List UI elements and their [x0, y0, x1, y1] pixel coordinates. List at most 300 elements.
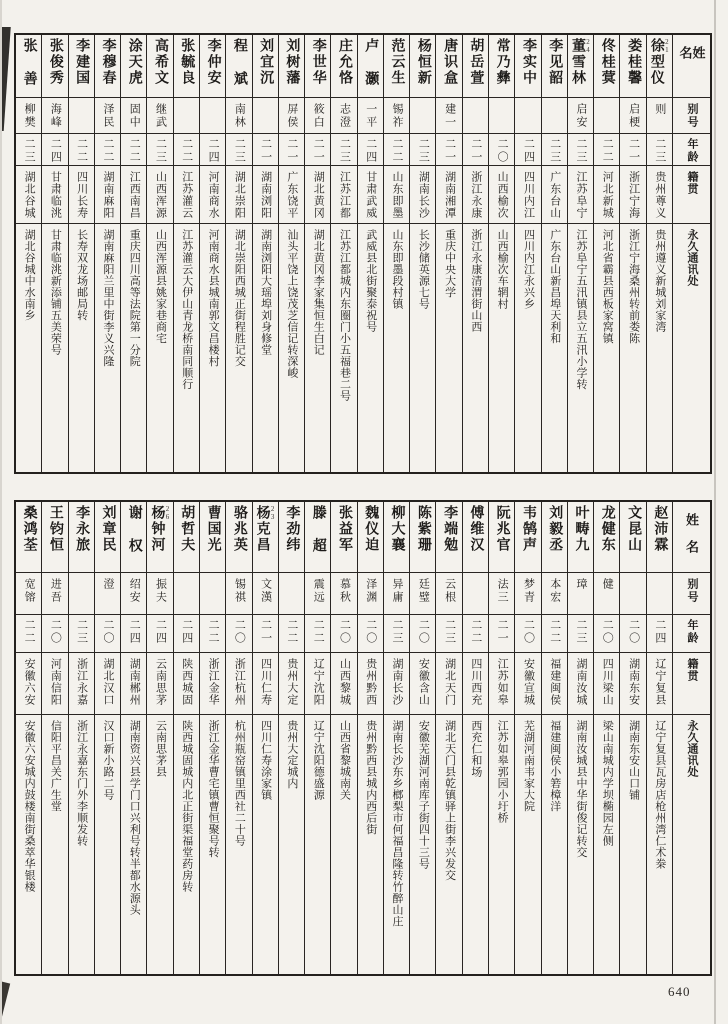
person-column — [16, 35, 41, 472]
person-address — [515, 714, 540, 974]
person-name — [226, 502, 251, 572]
person-name-text: 常乃彝 — [494, 38, 510, 86]
person-native-place — [174, 652, 199, 714]
person-age — [42, 133, 67, 165]
person-alias — [620, 97, 645, 133]
person-name-text: 范云生 — [389, 38, 405, 86]
person-name-text: 张毓良 — [179, 38, 195, 86]
person-address-text: 汕头平饶上饶茂芝信记转深峻 — [285, 229, 298, 379]
person-address-text: 四川内江永兴乡 — [522, 229, 535, 310]
person-address — [489, 714, 514, 974]
name-superscript: 26 — [163, 505, 172, 521]
person-column — [278, 502, 304, 974]
person-name-text: 刘宜沉 — [258, 38, 274, 86]
person-age-text: 二二 — [207, 619, 220, 645]
person-native-text: 江苏如皋 — [496, 658, 509, 706]
person-name-text: 曹国光 — [205, 505, 221, 553]
person-native-place — [647, 165, 672, 223]
person-address — [121, 714, 146, 974]
person-age-text: 二三 — [548, 138, 561, 164]
person-age — [436, 133, 461, 165]
person-age — [69, 133, 94, 165]
person-name — [305, 35, 330, 97]
person-alias — [410, 97, 435, 133]
person-alias-text: 建一 — [443, 103, 456, 129]
person-name-text: 杨克昌 — [254, 505, 270, 553]
person-alias — [69, 97, 94, 133]
person-age — [147, 133, 172, 165]
person-native-text: 河南商水 — [207, 171, 220, 219]
person-name-text: 刘树藩 — [284, 38, 300, 86]
person-native-place — [358, 165, 383, 223]
person-address-text: 湖北谷城中水南乡 — [23, 229, 36, 321]
person-name — [489, 35, 514, 97]
header-native: 籍贯 — [673, 165, 710, 223]
person-alias-text: 锡祚 — [391, 103, 404, 129]
person-name — [16, 35, 41, 97]
person-native-place — [121, 165, 146, 223]
person-age — [358, 133, 383, 165]
person-age-text: 二二 — [75, 138, 88, 164]
person-native-place — [200, 652, 225, 714]
person-address — [594, 223, 619, 472]
person-address-text: 山西榆次车辋村 — [496, 229, 509, 310]
person-native-text: 贵州尊义 — [653, 171, 666, 219]
person-age — [542, 614, 567, 652]
directory-table-bottom — [14, 500, 712, 976]
person-alias — [436, 97, 461, 133]
person-address — [305, 223, 330, 472]
person-age-text: 二〇 — [49, 619, 62, 645]
person-alias — [95, 572, 120, 614]
person-name-text: 涂天虎 — [126, 38, 142, 86]
person-native-text: 湖北汉口 — [101, 658, 114, 706]
person-address — [226, 223, 251, 472]
person-native-text: 浙江永康 — [469, 171, 482, 219]
person-age-text: 二一 — [259, 138, 272, 164]
person-address — [42, 714, 67, 974]
person-name — [253, 35, 278, 97]
person-native-text: 山西榆次 — [496, 171, 509, 219]
person-alias — [358, 97, 383, 133]
person-native-place — [279, 652, 304, 714]
person-native-place — [147, 652, 172, 714]
person-address-text: 西充仁和场 — [469, 720, 482, 778]
person-column — [225, 502, 251, 974]
person-address — [305, 714, 330, 974]
person-alias — [42, 572, 67, 614]
person-address — [174, 714, 199, 974]
person-native-place — [42, 165, 67, 223]
person-name — [200, 502, 225, 572]
person-age-text: 二三 — [417, 138, 430, 164]
person-address — [436, 714, 461, 974]
person-alias — [121, 97, 146, 133]
person-age-text: 二三 — [233, 138, 246, 164]
person-address-text: 江苏江都城内东圈门小五福巷二号 — [338, 229, 351, 402]
person-native-text: 贵州大定 — [285, 658, 298, 706]
person-name — [594, 502, 619, 572]
person-alias — [384, 572, 409, 614]
person-native-text: 广东台山 — [548, 171, 561, 219]
person-name-text: 阮兆官 — [494, 505, 510, 553]
person-name-text: 谢 权 — [126, 505, 142, 554]
person-alias-text: 法三 — [496, 578, 509, 604]
person-address — [253, 223, 278, 472]
person-address-text: 云南思茅县 — [154, 720, 167, 778]
person-alias — [515, 572, 540, 614]
header-native: 籍贯 — [673, 652, 710, 714]
person-age — [410, 614, 435, 652]
person-native-text: 四川内江 — [522, 171, 535, 219]
person-age — [331, 133, 356, 165]
person-name-text: 李见韶 — [547, 38, 563, 86]
person-native-text: 甘肃临洮 — [49, 171, 62, 219]
person-alias-text: 本宏 — [548, 578, 561, 604]
person-address-text: 山西浑源县姚家巷商宅 — [154, 229, 167, 344]
person-address-text: 陕西城固城内北正街渠福堂药房转 — [180, 720, 193, 893]
person-native-place — [463, 165, 488, 223]
person-age-text: 二二 — [548, 619, 561, 645]
person-alias — [69, 572, 94, 614]
person-native-place — [279, 165, 304, 223]
person-name-text: 程 斌 — [231, 38, 247, 87]
person-alias — [42, 97, 67, 133]
person-native-place — [174, 165, 199, 223]
person-native-place — [121, 652, 146, 714]
person-name — [436, 35, 461, 97]
header-name: 姓名 — [673, 502, 710, 572]
person-native-place — [410, 652, 435, 714]
person-alias-text: 柳樊 — [23, 103, 36, 129]
person-alias — [200, 97, 225, 133]
person-native-place — [253, 652, 278, 714]
person-native-place — [594, 165, 619, 223]
person-alias-text: 启安 — [575, 103, 588, 129]
person-column — [514, 502, 540, 974]
person-alias-text: 文漢 — [259, 578, 272, 604]
person-age — [594, 133, 619, 165]
person-name-text: 王钧恒 — [47, 505, 63, 553]
person-native-text: 湖南麻阳 — [101, 171, 114, 219]
person-native-text: 湖北黄冈 — [312, 171, 325, 219]
person-name — [174, 35, 199, 97]
person-address-text: 辽宁沈阳德盛源 — [312, 720, 325, 801]
person-column — [94, 502, 120, 974]
person-age — [200, 133, 225, 165]
person-alias-text: 泽渊 — [364, 578, 377, 604]
person-address — [16, 714, 41, 974]
person-age — [121, 614, 146, 652]
person-age-text: 二三 — [653, 138, 666, 164]
person-name-text: 刘毅丞 — [547, 505, 563, 553]
person-name — [436, 502, 461, 572]
person-native-text: 浙江宁海 — [627, 171, 640, 219]
person-age — [410, 133, 435, 165]
person-age — [358, 614, 383, 652]
person-age — [174, 133, 199, 165]
person-alias — [147, 572, 172, 614]
person-address — [331, 223, 356, 472]
person-alias — [384, 97, 409, 133]
person-name — [226, 35, 251, 97]
header-name: 姓名 — [673, 35, 710, 97]
person-native-place — [226, 165, 251, 223]
person-alias — [358, 572, 383, 614]
person-name — [331, 502, 356, 572]
person-alias — [542, 572, 567, 614]
person-native-text: 江苏阜宁 — [575, 171, 588, 219]
person-age — [16, 614, 41, 652]
person-age — [647, 614, 672, 652]
person-age-text: 二二 — [285, 619, 298, 645]
person-age-text: 二〇 — [338, 619, 351, 645]
person-column — [16, 502, 41, 974]
person-native-text: 四川仁寿 — [259, 658, 272, 706]
person-name — [358, 502, 383, 572]
person-native-place — [489, 165, 514, 223]
person-address-text: 福建闽侯小箬樟洋 — [548, 720, 561, 812]
person-column — [199, 502, 225, 974]
person-column — [68, 35, 94, 472]
person-native-place — [647, 652, 672, 714]
person-native-place — [16, 652, 41, 714]
person-alias — [594, 97, 619, 133]
person-address — [200, 714, 225, 974]
person-column — [252, 502, 278, 974]
person-native-text: 辽宁复县 — [653, 658, 666, 706]
person-age — [647, 133, 672, 165]
person-native-text: 甘肃武威 — [364, 171, 377, 219]
person-age — [305, 133, 330, 165]
person-column — [619, 502, 645, 974]
person-name-text: 李建国 — [74, 38, 90, 86]
person-name — [95, 502, 120, 572]
person-native-text: 四川梁山 — [601, 658, 614, 706]
person-column — [488, 502, 514, 974]
person-name — [121, 502, 146, 572]
person-name — [594, 35, 619, 97]
person-address-text: 杭州瓶窑镇里西社二十号 — [233, 720, 246, 847]
directory-table-top — [14, 33, 712, 474]
person-age — [436, 614, 461, 652]
person-address — [147, 223, 172, 472]
person-alias-text: 云根 — [443, 578, 456, 604]
person-native-text: 河南信阳 — [49, 658, 62, 706]
person-native-text: 江西南昌 — [128, 171, 141, 219]
person-native-text: 浙江杭州 — [233, 658, 246, 706]
person-address-text: 湖南浏阳大瑶埠刘身修堂 — [259, 229, 272, 356]
person-name-text: 文昆山 — [626, 505, 642, 553]
person-name — [384, 502, 409, 572]
person-native-place — [568, 165, 593, 223]
person-name — [463, 35, 488, 97]
person-name — [95, 35, 120, 97]
person-address-text: 山东即墨段村镇 — [391, 229, 404, 310]
person-name — [42, 35, 67, 97]
person-age-text: 二三 — [154, 138, 167, 164]
person-native-place — [331, 165, 356, 223]
person-native-place — [384, 165, 409, 223]
person-address-text: 梁山南城内学坝椭园左侧 — [601, 720, 614, 847]
person-name — [69, 35, 94, 97]
person-alias — [515, 97, 540, 133]
person-name — [620, 35, 645, 97]
person-native-text: 辽宁沈阳 — [312, 658, 325, 706]
person-age — [620, 133, 645, 165]
person-native-place — [226, 652, 251, 714]
person-name-text: 刘章民 — [100, 505, 116, 553]
person-age-text: 二三 — [575, 619, 588, 645]
person-column — [409, 502, 435, 974]
person-age-text: 二二 — [23, 619, 36, 645]
person-native-text: 安徽宣城 — [522, 658, 535, 706]
person-name — [358, 35, 383, 97]
person-native-place — [305, 652, 330, 714]
person-column — [567, 502, 593, 974]
person-name — [253, 502, 278, 572]
person-alias — [305, 572, 330, 614]
person-address — [95, 223, 120, 472]
person-address — [279, 223, 304, 472]
person-native-place — [95, 165, 120, 223]
person-age — [253, 133, 278, 165]
person-age-text: 二三 — [338, 138, 351, 164]
person-name — [568, 35, 593, 97]
person-age-text: 二〇 — [101, 619, 114, 645]
person-age-text: 二三 — [23, 138, 36, 164]
person-alias-text: 廷璧 — [417, 578, 430, 604]
person-alias — [436, 572, 461, 614]
person-native-text: 广东饶平 — [285, 171, 298, 219]
person-address — [410, 223, 435, 472]
person-alias — [542, 97, 567, 133]
header-age: 年龄 — [673, 133, 710, 165]
page-edge-left — [0, 0, 2, 1024]
person-name-text: 叶畴九 — [573, 505, 589, 553]
person-address-text: 信阳平昌关广生堂 — [49, 720, 62, 812]
person-alias-text: 泽民 — [101, 103, 114, 129]
person-address — [489, 223, 514, 472]
person-native-place — [568, 652, 593, 714]
person-age — [121, 133, 146, 165]
person-address-text: 四川仁寿涂家镇 — [259, 720, 272, 801]
person-name-text: 李实中 — [520, 38, 536, 86]
person-native-place — [69, 652, 94, 714]
person-age-text: 二二 — [391, 138, 404, 164]
person-age — [489, 614, 514, 652]
person-address — [95, 714, 120, 974]
person-native-place — [410, 165, 435, 223]
person-alias-text: 健 — [601, 578, 614, 591]
person-name — [647, 35, 672, 97]
person-age-text: 二一 — [496, 619, 509, 645]
person-name-text: 唐识盒 — [442, 38, 458, 86]
person-native-text: 浙江永嘉 — [75, 658, 88, 706]
person-native-text: 四川长寿 — [75, 171, 88, 219]
person-alias — [647, 572, 672, 614]
person-age — [489, 133, 514, 165]
person-address — [384, 714, 409, 974]
person-address-text: 山西省黎城南关 — [338, 720, 351, 801]
person-alias-text: 震远 — [312, 578, 325, 604]
person-address-text: 长沙储英源七号 — [417, 229, 430, 310]
header-column-top — [672, 35, 710, 472]
person-address — [410, 714, 435, 974]
person-address-text: 湖北天门县乾镇驿上街李兴发交 — [443, 720, 456, 881]
person-name — [279, 502, 304, 572]
person-age-text: 二二 — [469, 619, 482, 645]
person-age — [226, 133, 251, 165]
person-column — [173, 502, 199, 974]
person-column — [567, 35, 593, 472]
person-age — [463, 133, 488, 165]
person-alias — [463, 572, 488, 614]
person-name — [16, 502, 41, 572]
person-alias — [16, 97, 41, 133]
person-address — [594, 714, 619, 974]
person-age — [253, 614, 278, 652]
person-address — [279, 714, 304, 974]
person-address — [121, 223, 146, 472]
person-name — [147, 35, 172, 97]
person-column — [646, 35, 672, 472]
person-address — [16, 223, 41, 472]
person-age-text: 二三 — [391, 619, 404, 645]
person-name-text: 胡岳萱 — [468, 38, 484, 86]
person-alias-text: 继武 — [154, 103, 167, 129]
person-name — [69, 502, 94, 572]
person-column — [646, 502, 672, 974]
person-column — [541, 35, 567, 472]
person-native-text: 云南思茅 — [154, 658, 167, 706]
person-alias — [620, 572, 645, 614]
person-age-text: 二一 — [259, 619, 272, 645]
person-age-text: 二四 — [653, 619, 666, 645]
person-address-text: 浙江金华曹宅镇曹恒聚号转 — [207, 720, 220, 858]
person-native-place — [515, 652, 540, 714]
person-name — [463, 502, 488, 572]
person-native-place — [463, 652, 488, 714]
person-address-text: 湖南麻阳兰里中街李义兴隆 — [101, 229, 114, 367]
person-address — [174, 223, 199, 472]
person-column — [94, 35, 120, 472]
person-name-text: 张俊秀 — [47, 38, 63, 86]
person-age — [42, 614, 67, 652]
person-name — [542, 35, 567, 97]
person-age-text: 二一 — [443, 138, 456, 164]
person-name-text: 赵沛霖 — [652, 505, 668, 553]
person-column — [435, 502, 461, 974]
person-native-text: 湖南湘潭 — [443, 171, 456, 219]
person-name — [620, 502, 645, 572]
person-age-text: 二三 — [575, 138, 588, 164]
person-column — [514, 35, 540, 472]
person-age-text: 二四 — [522, 138, 535, 164]
person-alias-text: 异庸 — [391, 578, 404, 604]
person-age-text: 二〇 — [522, 619, 535, 645]
person-name — [174, 502, 199, 572]
person-address — [331, 714, 356, 974]
person-native-place — [620, 652, 645, 714]
person-alias-text: 宽镕 — [23, 578, 36, 604]
person-name — [279, 35, 304, 97]
person-age — [515, 614, 540, 652]
person-native-place — [331, 652, 356, 714]
person-name-text: 李世华 — [310, 38, 326, 86]
person-address-text: 江苏灌云大伊山青龙桥南同顺行 — [180, 229, 193, 390]
person-native-text: 河北新城 — [601, 171, 614, 219]
